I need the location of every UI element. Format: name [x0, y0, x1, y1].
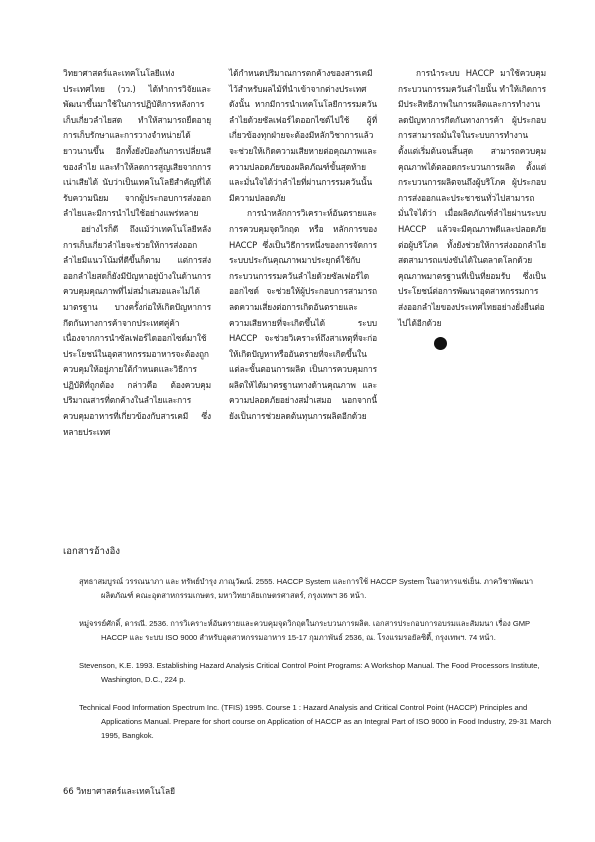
reference-item: Stevenson, K.E. 1993. Establishing Hazard Analysis Critical Control Point Programs: A Workshop Manual. The Food Processors Institute, Washington, D.C., 224 p.	[79, 661, 540, 684]
paragraph: ได้กำหนดปริมาณการตกค้างของสารเคมีไว้สำหรับผลไม้ที่นำเข้าจากต่างประเทศ ดังนั้น หากมีการนำเทคโนโลยีการรมควันลำไยด้วยซัลเฟอร์ไดออกไซด์ไปใช้ ผู้ที่เกี่ยวข้องทุกฝ่ายจะต้องมีหลักวิชาการแล้ว จะช่วยให้เกิดความเสียหายต่อคุณภาพและความปลอดภัยของผลิตภัณฑ์ขั้นสุดท้ายและมั่นใจได้ว่าลำไยที่ผ่านการรมควันนั้นมีความปลอดภัย	[229, 68, 377, 203]
text-column-3	[398, 66, 546, 356]
paragraph: การนำหลักการวิเคราะห์อันตรายและการควบคุมจุดวิกฤต หรือ หลักการของ HACCP ซึ่งเป็นวิธีการหนึ่งของการจัดการระบบประกันคุณภาพมาประยุกต์ใช้กับกระบวนการรมควันลำไยด้วยซัลเฟอร์ไดออกไซด์ จะช่วยให้ผู้ประกอบการสามารถลดความเสี่ยงต่อการเกิดอันตรายและความเสียหายที่จะเกิดขึ้นได้ ระบบ HACCP จะช่วยวิเคราะห์ถึงสาเหตุที่จะก่อให้เกิดปัญหาหรืออันตรายที่จะเกิดขึ้นในแต่ละขั้นตอนการผลิต เป็นการควบคุมการผลิตให้ได้มาตรฐานทางด้านคุณภาพ และความปลอดภัยอย่างสม่ำเสมอ นอกจากนี้ยังเป็นการช่วยลดต้นทุนการผลิตอีกด้วย	[229, 208, 377, 422]
paragraph: การนำระบบ HACCP มาใช้ควบคุมกระบวนการรมควันลำไยนั้น ทำให้เกิดการมีประสิทธิภาพในการผลิตและการทำงาน ลดปัญหาการกีดกันทางการค้า ผู้ประกอบการสามารถมั่นใจในระบบการทำงานตั้งแต่เริ่มต้นจนสิ้นสุด สามารถควบคุมคุณภาพได้ตลอดกระบวนการผลิต ตั้งแต่กระบวนการผลิตจนถึงผู้บริโภค ผู้ประกอบการส่งออกและประชาชนทั่วไปสามารถมั่นใจได้ว่า เมื่อผลิตภัณฑ์ลำไยผ่านระบบ HACCP แล้วจะมีคุณภาพดีและปลอดภัยต่อผู้บริโภค ทั้งยังช่วยให้การส่งออกลำไยสดสามารถแข่งขันได้ในตลาดโลกด้วยคุณภาพมาตรฐานที่เป็นที่ยอมรับ ซึ่งเป็นประโยชน์ต่อการพัฒนาอุตสาหกรรมการส่งออกลำไยของประเทศไทยอย่างยั่งยืนต่อไปได้อีกด้วย	[398, 68, 546, 328]
reference-item: หมู่จรรย์ศักดิ์, ดารณี. 2536. การวิเคราะห์อันตรายและควบคุมจุดวิกฤตในกระบวนการผลิต. เอกสารประกอบการอบรมและสัมมนา เรื่อง GMP HACCP และ ระบบ ISO 9000 สำหรับอุตสาหกรรมอาหาร 15-17 กุมภาพันธ์ 2536, ณ. โรงแรมรอยัลซิตี้, กรุงเทพฯ. 74 หน้า.	[79, 619, 530, 642]
page-footer	[63, 784, 175, 798]
journal-name: วิทยาศาสตร์และเทคโนโลยี	[76, 786, 176, 796]
end-mark-icon	[434, 337, 447, 350]
reference-item: Technical Food Information Spectrum Inc. (TFIS) 1995. Course 1 : Hazard Analysis and Critical Control Point (HACCP) Principles and Applications Manual. Prepare for short course on Application of HACCP as an Integral Part of ISO 9000 in Food Industry, 29-31 March 1995, Bangkok.	[79, 703, 552, 740]
page-number: 66	[63, 786, 74, 796]
paragraph: อย่างไรก็ดี ถึงแม้ว่าเทคโนโลยีหลังการเก็บเกี่ยวลำไยจะช่วยให้การส่งออกลำไยมีแนวโน้มที่ดีขึ้นก็ตาม แต่การส่งออกลำไยสดก็ยังมีปัญหาอยู่บ้างในด้านการควบคุมคุณภาพที่ไม่สม่ำเสมอและไม่ได้มาตรฐาน บางครั้งก่อให้เกิดปัญหาการกีดกันทางการค้าจากประเทศคู่ค้า เนื่องจากการนำซัลเฟอร์ไดออกไซด์มาใช้ประโยชน์ในอุตสาหกรรมอาหารจะต้องถูกควบคุมให้อยู่ภายใต้กำหนดและวิธีการปฏิบัติที่ถูกต้อง กล่าวคือ ต้องควบคุมปริมาณสารที่ตกค้างในลำไยและการควบคุมอาหารที่เกี่ยวข้องกับสารเคมี ซึ่งหลายประเทศ	[63, 223, 211, 437]
text-column-1	[63, 66, 211, 440]
text-column-2	[229, 66, 377, 425]
references-section	[63, 544, 553, 757]
paragraph: วิทยาศาสตร์และเทคโนโลยีแห่งประเทศไทย (วว.) ได้ทำการวิจัยและพัฒนาขึ้นมาใช้ในการปฏิบัติการหลังการเก็บเกี่ยวลำไยสด ทำให้สามารถยืดอายุการเก็บรักษาและการวางจำหน่ายได้ยาวนานขึ้น อีกทั้งยังป้องกันการเปลี่ยนสีของลำไย และทำให้ลดการสูญเสียจากการเน่าเสียได้ นับว่าเป็นเทคโนโลยีสำคัญที่ได้รับความนิยม จากผู้ประกอบการส่งออกลำไยและมีการนำไปใช้อย่างแพร่หลาย	[63, 68, 211, 219]
references-heading: เอกสารอ้างอิง	[63, 546, 120, 557]
reference-item: สุทธาสมบูรณ์ วรรณนาภา และ ทรัพย์บำรุง ภาณุวัฒน์. 2555. HACCP System และการใช้ HACCP System ในอาหารแช่เย็น. ภาควิชาพัฒนาผลิตภัณฑ์ คณะอุตสาหกรรมเกษตร, มหาวิทยาลัยเกษตรศาสตร์, กรุงเทพฯ 36 หน้า.	[79, 577, 534, 600]
